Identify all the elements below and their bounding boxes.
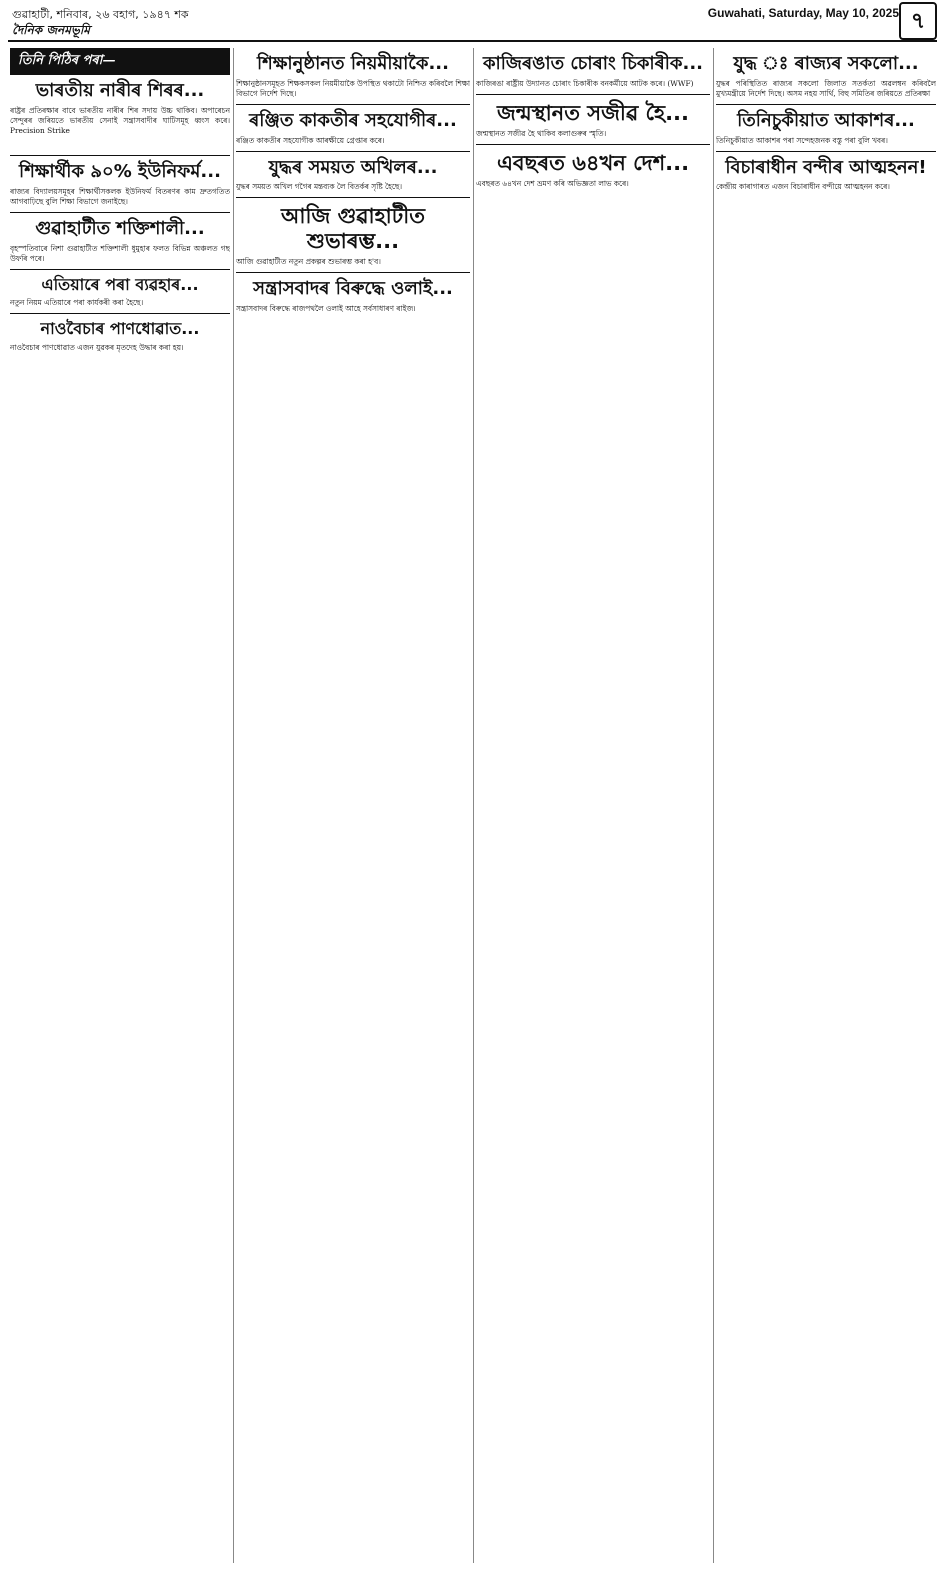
article-headline[interactable]: সন্ত্ৰাসবাদৰ বিৰুদ্ধে ওলাই... (253, 277, 453, 299)
column-divider (713, 48, 714, 1563)
column-1 (10, 48, 230, 1563)
article-headline[interactable]: জন্মস্থানত সজীৱ হৈ... (497, 100, 689, 125)
article-body: যুদ্ধৰ সময়ত অখিল গগৈৰ মন্তব্যক লৈ বিতৰ্কৰ সৃষ্টি হৈছে। (236, 182, 402, 192)
column-2 (236, 48, 470, 1563)
article-headline[interactable]: গুৱাহাটীত শক্তিশালী... (35, 217, 205, 239)
article-body: আজি গুৱাহাটীত নতুন প্ৰকল্পৰ শুভাৰম্ভ কৰা হ'ব। (236, 256, 381, 266)
article-body: নাওবৈচাৰ পাণধোৱাত এজন যুৱকৰ মৃতদেহ উদ্ধাৰ কৰা হয়। (10, 342, 184, 352)
article-headline[interactable]: ৰঞ্জিত কাকতীৰ সহযোগীৰ... (249, 109, 457, 131)
page-number: ৭ (899, 2, 937, 40)
article-body: নতুন নিয়ম এতিয়াৰে পৰা কাৰ্যকৰী কৰা হৈছে। (10, 298, 144, 308)
article-body: যুদ্ধৰ পৰিস্থিতিত ৰাজ্যৰ সকলো জিলাত সতৰ্কতা অৱলম্বন কৰিবলৈ মুখ্যমন্ত্ৰীয়ে নিৰ্দেশ দিছে। অসম নহয় সাৰ্থি, বিহু সমিতিৰ জৰিয়তে প্ৰতিৰক্ষা (716, 78, 936, 98)
article-body: বৃহস্পতিবাৰে নিশা গুৱাহাটীত শক্তিশালী ধুমুহাৰ ফলত বিভিন্ন অঞ্চলত গছ উফৰি পৰে। (10, 243, 230, 263)
article-body: ৰঞ্জিত কাকতীৰ সহযোগীক আৰক্ষীয়ে গ্ৰেপ্তাৰ কৰে। (236, 135, 385, 145)
article-divider (236, 104, 470, 105)
article-divider (236, 151, 470, 152)
article-headline[interactable]: কাজিৰঙাত চোৰাং চিকাৰীক... (482, 53, 704, 74)
header-date-assamese: গুৱাহাটী, শনিবাৰ, ২৬ বহাগ, ১৯৪৭ শক (12, 8, 189, 21)
article-headline[interactable]: তিনিচুকীয়াত আকাশৰ... (737, 109, 915, 131)
article-headline[interactable]: শিক্ষাৰ্থীক ৯০% ইউনিফৰ্ম... (19, 161, 221, 183)
article-headline[interactable]: বিচাৰাধীন বন্দীৰ আত্মহনন! (725, 156, 927, 178)
column-4 (716, 48, 936, 1563)
article-divider (10, 212, 230, 213)
article-body: তিনিচুকীয়াত আকাশৰ পৰা সন্দেহজনক বস্তু পৰা বুলি খবৰ। (716, 135, 888, 145)
article-body: জন্মস্থানত সজীৱ হৈ থাকিব কলাগুৰুৰ স্মৃতি। (476, 128, 607, 138)
article-body: এবছৰত ৬৪খন দেশ ভ্ৰমণ কৰি অভিজ্ঞতা লাভ কৰে। (476, 179, 629, 189)
article-headline[interactable]: আজি গুৱাহাটীত শুভাৰম্ভ... (281, 204, 425, 253)
article-divider (716, 151, 936, 152)
newspaper-brand: দৈনিক জনমভূমি (12, 23, 90, 37)
header-rule (8, 40, 937, 42)
article-headline[interactable]: এতিয়াৰে পৰা ব্যৱহাৰ... (41, 274, 199, 294)
article-divider (10, 313, 230, 314)
article-body: সন্ত্ৰাসবাদৰ বিৰুদ্ধে ৰাজপথলৈ ওলাই আহে সৰ্বসাধাৰণ ৰাইজ। (236, 303, 416, 313)
article-divider (476, 94, 710, 95)
article-body: ৰাষ্ট্ৰৰ প্ৰতিৰক্ষাৰ বাবে ভাৰতীয় নাৰীৰ শিৰ সদায় উচ্চ থাকিব। অপাৰেচন সেন্দুৰৰ জৰিয়তে ভাৰতীয় সেনাই সন্ত্ৰাসবাদীৰ ঘাটিসমূহ ধ্বংস কৰে। Precision Strike (10, 105, 230, 135)
page-header (0, 0, 945, 44)
continued-section-tag: তিনি পিঠিৰ পৰা— (10, 48, 230, 75)
article-body: ৰাজ্যৰ বিদ্যালয়সমূহৰ শিক্ষাৰ্থীসকলক ইউনিফৰ্ম বিতৰণৰ কাম দ্ৰুতগতিত আগবাঢ়িছে বুলি শিক্ষা বিভাগে জনাইছে। (10, 186, 230, 206)
article-headline[interactable]: যুদ্ধ ঃ ৰাজ্যৰ সকলো... (733, 53, 919, 74)
article-headline[interactable]: শিক্ষানুষ্ঠানত নিয়মীয়াকৈ... (257, 53, 449, 74)
article-body: কেন্দ্ৰীয় কাৰাগাৰত এজন বিচাৰাধীন বন্দীয়ে আত্মহনন কৰে। (716, 182, 890, 192)
article-body: শিক্ষানুষ্ঠানসমূহত শিক্ষকসকল নিয়মীয়াকৈ উপস্থিত থকাটো নিশ্চিত কৰিবলৈ শিক্ষা বিভাগে নিৰ্দেশ দিছে। (236, 78, 470, 98)
article-divider (10, 269, 230, 270)
article-divider (10, 155, 230, 156)
article-text-block (10, 140, 230, 150)
column-3 (476, 48, 710, 1563)
article-divider (236, 272, 470, 273)
article-headline[interactable]: ভাৰতীয় নাৰীৰ শিৰৰ... (35, 80, 205, 101)
article-headline[interactable]: নাওবৈচাৰ পাণধোৱাত... (40, 319, 200, 339)
article-divider (716, 104, 936, 105)
article-headline[interactable]: যুদ্ধৰ সময়ত অখিলৰ... (268, 156, 438, 178)
article-divider (236, 197, 470, 198)
header-date-english: Guwahati, Saturday, May 10, 2025 (707, 6, 899, 20)
article-body: কাজিৰঙা ৰাষ্ট্ৰীয় উদ্যানত চোৰাং চিকাৰীক বনকৰ্মীয়ে আটক কৰে। (WWF) (476, 78, 694, 88)
article-divider (476, 144, 710, 145)
article-headline[interactable]: এবছৰত ৬৪খন দেশ... (496, 151, 690, 176)
column-divider (473, 48, 474, 1563)
column-divider (233, 48, 234, 1563)
